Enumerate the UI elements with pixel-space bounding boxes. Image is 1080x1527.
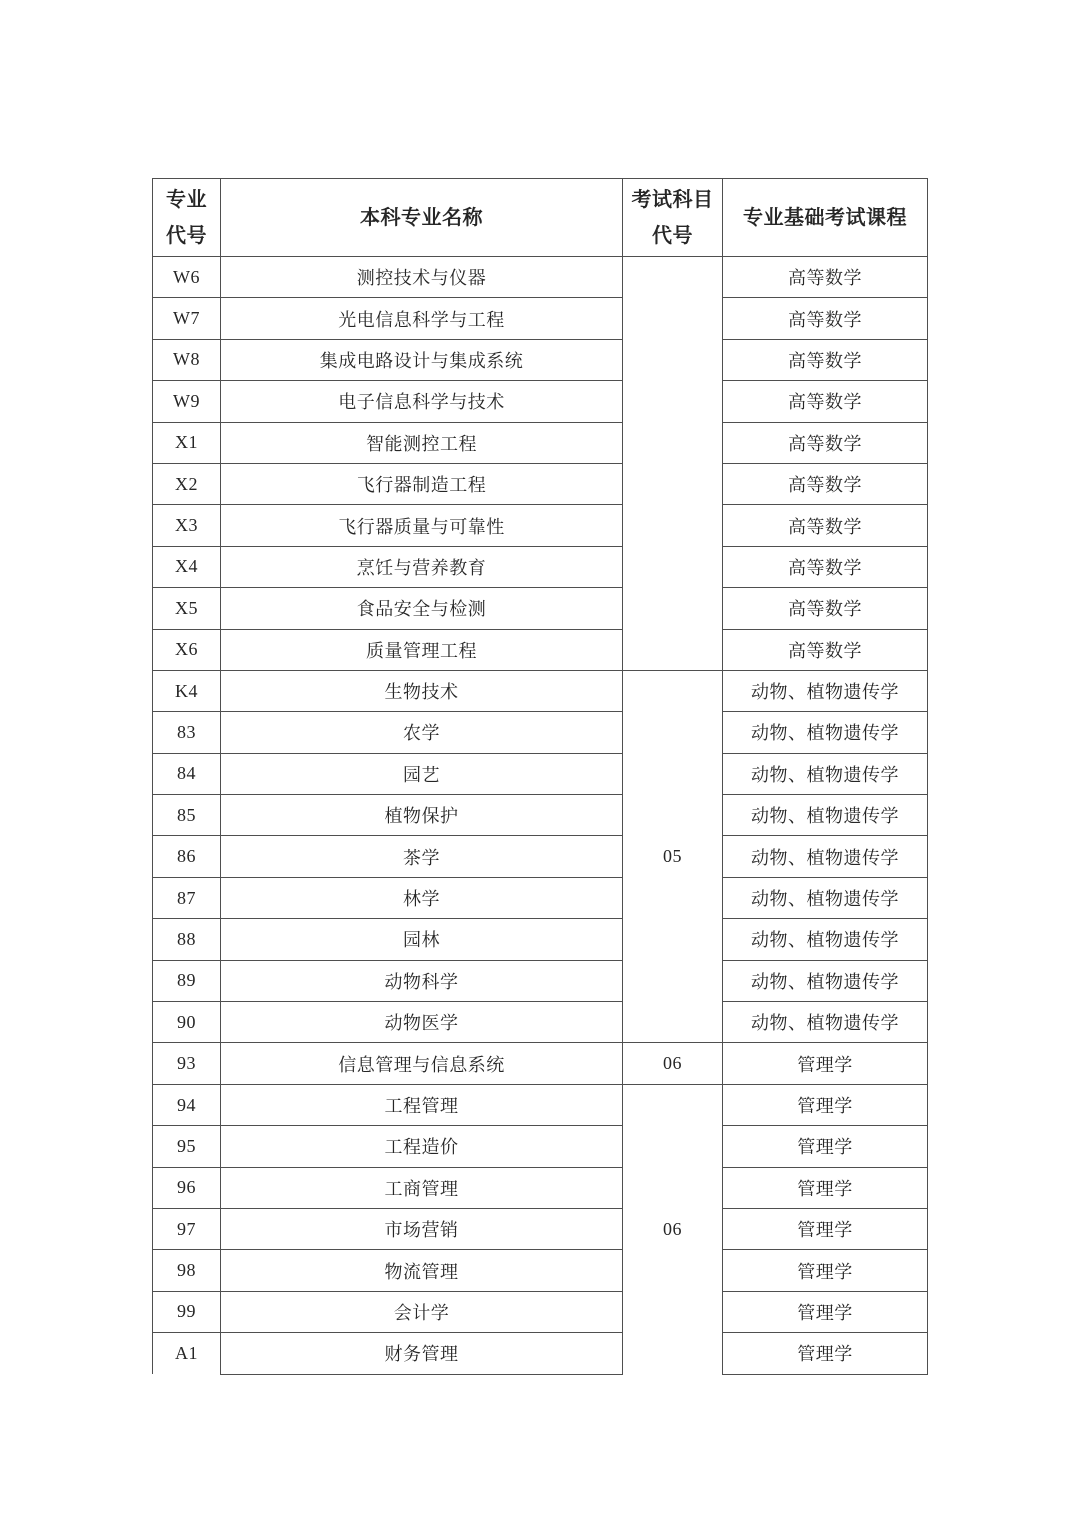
subject-code-cell (623, 257, 723, 671)
course-cell: 高等数学 (723, 381, 928, 422)
course-cell: 动物、植物遗传学 (723, 877, 928, 918)
header-subject-code-line1: 考试科目 (631, 188, 714, 211)
major-name-cell: 财务管理 (221, 1333, 623, 1374)
major-code-cell: 96 (153, 1167, 221, 1208)
course-cell: 动物、植物遗传学 (723, 753, 928, 794)
course-cell: 高等数学 (723, 298, 928, 339)
major-name-cell: 市场营销 (221, 1208, 623, 1249)
major-name-cell: 飞行器制造工程 (221, 463, 623, 504)
major-name-cell: 测控技术与仪器 (221, 257, 623, 298)
course-cell: 动物、植物遗传学 (723, 1002, 928, 1043)
major-code-cell: 95 (153, 1126, 221, 1167)
table-row (153, 422, 928, 463)
course-cell: 动物、植物遗传学 (723, 712, 928, 753)
course-cell: 高等数学 (723, 339, 928, 380)
table-row (153, 1208, 928, 1249)
course-cell: 管理学 (723, 1208, 928, 1249)
major-code-cell: X3 (153, 505, 221, 546)
table-row (153, 1333, 928, 1374)
major-code-cell: 86 (153, 836, 221, 877)
major-name-cell: 会计学 (221, 1291, 623, 1332)
course-cell: 动物、植物遗传学 (723, 670, 928, 711)
major-code-cell: 97 (153, 1208, 221, 1249)
course-cell: 高等数学 (723, 505, 928, 546)
major-code-cell: W6 (153, 257, 221, 298)
majors-exam-table (152, 178, 928, 1375)
major-code-cell: X1 (153, 422, 221, 463)
header-major-code-line2: 代号 (166, 224, 207, 247)
table-row (153, 1084, 928, 1125)
table-row (153, 1291, 928, 1332)
table-row (153, 546, 928, 587)
course-cell: 高等数学 (723, 546, 928, 587)
major-code-cell: X2 (153, 463, 221, 504)
table-row (153, 1043, 928, 1084)
subject-code-cell: 06 (623, 1084, 723, 1374)
table-row (153, 381, 928, 422)
major-code-cell: 90 (153, 1002, 221, 1043)
table-body (153, 257, 928, 1375)
major-code-cell: W9 (153, 381, 221, 422)
table-row (153, 795, 928, 836)
table-row (153, 588, 928, 629)
major-name-cell: 物流管理 (221, 1250, 623, 1291)
course-cell: 动物、植物遗传学 (723, 836, 928, 877)
major-code-cell: K4 (153, 670, 221, 711)
major-name-cell: 农学 (221, 712, 623, 753)
table-row (153, 1126, 928, 1167)
major-code-cell: 98 (153, 1250, 221, 1291)
table-row (153, 463, 928, 504)
major-name-cell: 飞行器质量与可靠性 (221, 505, 623, 546)
major-name-cell: 工商管理 (221, 1167, 623, 1208)
header-major-name (221, 179, 623, 257)
major-code-cell: 83 (153, 712, 221, 753)
table-row (153, 298, 928, 339)
course-cell: 高等数学 (723, 629, 928, 670)
major-name-cell: 林学 (221, 877, 623, 918)
table-row (153, 836, 928, 877)
major-name-cell: 食品安全与检测 (221, 588, 623, 629)
major-code-cell: 88 (153, 919, 221, 960)
major-name-cell: 工程造价 (221, 1126, 623, 1167)
table-row (153, 1250, 928, 1291)
table-row (153, 257, 928, 298)
major-name-cell: 集成电路设计与集成系统 (221, 339, 623, 380)
course-cell: 动物、植物遗传学 (723, 919, 928, 960)
major-name-cell: 园林 (221, 919, 623, 960)
header-subject-code-line2: 代号 (652, 224, 693, 247)
major-code-cell: A1 (153, 1333, 221, 1374)
major-name-cell: 信息管理与信息系统 (221, 1043, 623, 1084)
major-name-cell: 动物科学 (221, 960, 623, 1001)
table-row (153, 877, 928, 918)
course-cell: 管理学 (723, 1167, 928, 1208)
course-cell: 管理学 (723, 1126, 928, 1167)
course-cell: 管理学 (723, 1250, 928, 1291)
table-row (153, 339, 928, 380)
subject-code-cell: 06 (623, 1043, 723, 1084)
header-course (723, 179, 928, 257)
major-code-cell: 94 (153, 1084, 221, 1125)
course-cell: 高等数学 (723, 463, 928, 504)
major-name-cell: 生物技术 (221, 670, 623, 711)
table-row (153, 505, 928, 546)
major-code-cell: X6 (153, 629, 221, 670)
major-code-cell: 87 (153, 877, 221, 918)
major-code-cell: X4 (153, 546, 221, 587)
table-row (153, 919, 928, 960)
major-name-cell: 动物医学 (221, 1002, 623, 1043)
header-subject-code (623, 179, 723, 257)
major-code-cell: X5 (153, 588, 221, 629)
course-cell: 高等数学 (723, 422, 928, 463)
table-row (153, 1002, 928, 1043)
major-name-cell: 植物保护 (221, 795, 623, 836)
header-major-code-line1: 专业 (166, 188, 207, 211)
table-row (153, 1167, 928, 1208)
course-cell: 管理学 (723, 1333, 928, 1374)
table-row (153, 670, 928, 711)
course-cell: 管理学 (723, 1084, 928, 1125)
course-cell: 管理学 (723, 1043, 928, 1084)
course-cell: 动物、植物遗传学 (723, 795, 928, 836)
header-major-name-line1: 本科专业名称 (360, 206, 483, 229)
major-name-cell: 光电信息科学与工程 (221, 298, 623, 339)
course-cell: 高等数学 (723, 257, 928, 298)
major-name-cell: 烹饪与营养教育 (221, 546, 623, 587)
major-code-cell: 93 (153, 1043, 221, 1084)
major-name-cell: 茶学 (221, 836, 623, 877)
course-cell: 动物、植物遗传学 (723, 960, 928, 1001)
header-major-code (153, 179, 221, 257)
major-code-cell: 89 (153, 960, 221, 1001)
major-code-cell: 99 (153, 1291, 221, 1332)
table-row (153, 753, 928, 794)
table-row (153, 960, 928, 1001)
table-header-row (153, 179, 928, 257)
major-name-cell: 园艺 (221, 753, 623, 794)
header-course-line1: 专业基础考试课程 (743, 206, 907, 229)
table-row (153, 629, 928, 670)
subject-code-cell: 05 (623, 670, 723, 1043)
course-cell: 高等数学 (723, 588, 928, 629)
course-cell: 管理学 (723, 1291, 928, 1332)
table-row (153, 712, 928, 753)
major-name-cell: 质量管理工程 (221, 629, 623, 670)
major-name-cell: 工程管理 (221, 1084, 623, 1125)
major-code-cell: 84 (153, 753, 221, 794)
major-code-cell: 85 (153, 795, 221, 836)
major-name-cell: 电子信息科学与技术 (221, 381, 623, 422)
major-code-cell: W7 (153, 298, 221, 339)
major-name-cell: 智能测控工程 (221, 422, 623, 463)
major-code-cell: W8 (153, 339, 221, 380)
